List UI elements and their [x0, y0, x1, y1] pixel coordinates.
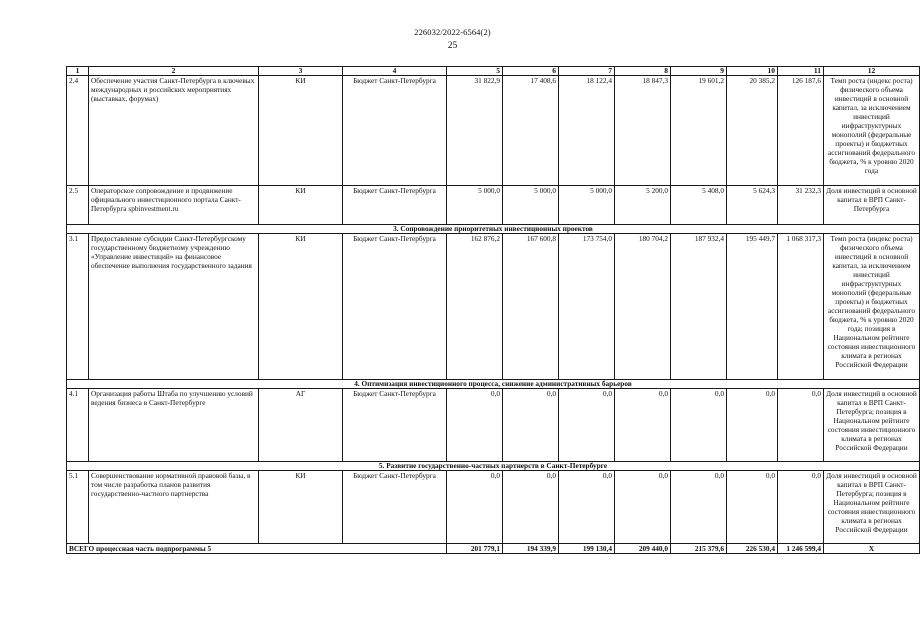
table-row	[67, 471, 920, 544]
row-name: Обеспечение участия Санкт-Петербурга в ключевых международных и российских мероприятиях (выставках, форумах)	[89, 76, 259, 186]
row-value: 5 624,3	[727, 186, 778, 225]
row-value: 195 449,7	[727, 234, 778, 380]
column-header: 10	[727, 67, 778, 76]
total-value: 201 779,1	[447, 544, 503, 554]
row-executor: КИ	[259, 471, 343, 544]
section-title: 5. Развитие государственно-частных партнерств в Санкт-Петербурге	[67, 462, 920, 471]
row-value: 5 408,0	[671, 186, 727, 225]
row-executor: КИ	[259, 234, 343, 380]
row-indicator: Темп роста (индекс роста) физического объема инвестиций в основной капитал, за исключением инвестиций инфраструктурных монополий (федеральные проекты) и бюджетных ассигнований федерального бюджета, % к уровню 2020 года; позиция в Национальном рейтинге состояния инвестиционного климата в регионах Российской Федерации	[824, 234, 920, 380]
row-source: Бюджет Санкт-Петербурга	[343, 389, 447, 462]
row-value: 187 932,4	[671, 234, 727, 380]
row-indicator: Доля инвестиций в основной капитал в ВРП Санкт-Петербурга	[824, 186, 920, 225]
row-value: 0,0	[671, 389, 727, 462]
total-row	[67, 544, 920, 554]
column-header: 1	[67, 67, 89, 76]
row-value: 0,0	[727, 389, 778, 462]
total-value: 199 130,4	[559, 544, 615, 554]
row-value: 5 000,0	[503, 186, 559, 225]
row-value: 0,0	[559, 471, 615, 544]
column-header: 9	[671, 67, 727, 76]
row-value: 5 200,0	[615, 186, 671, 225]
column-header: 3	[259, 67, 343, 76]
row-executor: КИ	[259, 76, 343, 186]
column-header: 12	[824, 67, 920, 76]
row-value: 1 068 317,3	[778, 234, 824, 380]
row-value: 20 385,2	[727, 76, 778, 186]
section-title: 3. Сопровождение приоритетных инвестиционных проектов	[67, 225, 920, 234]
row-value: 0,0	[447, 389, 503, 462]
total-value: 209 440,0	[615, 544, 671, 554]
row-value: 0,0	[778, 471, 824, 544]
row-indicator: Доля инвестиций в основной капитал в ВРП Санкт-Петербурга; позиция в Национальном рейтинге состояния инвестиционного климата в регионах Российской Федерации	[824, 471, 920, 544]
table-row	[67, 234, 920, 380]
total-value: 215 379,6	[671, 544, 727, 554]
row-value: 5 000,0	[559, 186, 615, 225]
row-value: 173 754,0	[559, 234, 615, 380]
row-executor: КИ	[259, 186, 343, 225]
row-value: 0,0	[671, 471, 727, 544]
row-value: 18 847,3	[615, 76, 671, 186]
row-value: 0,0	[503, 471, 559, 544]
column-header: 5	[447, 67, 503, 76]
row-source: Бюджет Санкт-Петербурга	[343, 471, 447, 544]
row-number: 4.1	[67, 389, 89, 462]
total-label: ВСЕГО процессная часть подпрограммы 5	[67, 544, 447, 554]
column-header: 7	[559, 67, 615, 76]
table-row	[67, 186, 920, 225]
table-row	[67, 389, 920, 462]
row-source: Бюджет Санкт-Петербурга	[343, 186, 447, 225]
table-row	[67, 76, 920, 186]
row-value: 18 122,4	[559, 76, 615, 186]
row-value: 31 232,3	[778, 186, 824, 225]
document-number: 226032/2022-6564(2)	[414, 27, 491, 37]
column-header: 6	[503, 67, 559, 76]
row-number: 3.1	[67, 234, 89, 380]
column-header: 11	[778, 67, 824, 76]
row-value: 167 600,8	[503, 234, 559, 380]
section-title: 4. Оптимизация инвестиционного процесса, снижение административных барьеров	[67, 380, 920, 389]
row-number: 5.1	[67, 471, 89, 544]
row-name: Предоставление субсидии Санкт-Петербургскому государственному бюджетному учреждению «Управление инвестиций» на финансовое обеспечение выполнения государственного задания	[89, 234, 259, 380]
column-header: 8	[615, 67, 671, 76]
row-value: 180 704,2	[615, 234, 671, 380]
row-source: Бюджет Санкт-Петербурга	[343, 234, 447, 380]
row-value: 0,0	[503, 389, 559, 462]
row-number: 2.4	[67, 76, 89, 186]
row-source: Бюджет Санкт-Петербурга	[343, 76, 447, 186]
row-name: Операторское сопровождение и продвижение официального инвестиционного портала Санкт-Петербурга spbinvestment.ru	[89, 186, 259, 225]
row-value: 0,0	[778, 389, 824, 462]
section-header-row	[67, 380, 920, 389]
column-header: 2	[89, 67, 259, 76]
row-value: 5 000,0	[447, 186, 503, 225]
column-header: 4	[343, 67, 447, 76]
column-header-row	[67, 67, 920, 76]
page-number: 25	[447, 41, 458, 51]
row-indicator: Темп роста (индекс роста) физического объема инвестиций в основной капитал, за исключением инвестиций инфраструктурных монополий (федеральные проекты) и бюджетных ассигнований федерального бюджета, % к уровню 2020 года	[824, 76, 920, 186]
total-value: 1 246 599,4	[778, 544, 824, 554]
row-number: 2.5	[67, 186, 89, 225]
total-indicator: X	[824, 544, 920, 554]
row-executor: АГ	[259, 389, 343, 462]
row-name: Организация работы Штаба по улучшению условий ведения бизнеса в Санкт-Петербурге	[89, 389, 259, 462]
row-value: 17 408,6	[503, 76, 559, 186]
section-header-row	[67, 462, 920, 471]
section-header-row	[67, 225, 920, 234]
row-value: 0,0	[559, 389, 615, 462]
row-value: 19 601,2	[671, 76, 727, 186]
total-value: 226 530,4	[727, 544, 778, 554]
row-value: 0,0	[615, 471, 671, 544]
row-name: Совершенствование нормативной правовой базы, в том числе разработка планов развития государственно-частного партнерства	[89, 471, 259, 544]
row-value: 0,0	[727, 471, 778, 544]
program-table	[66, 66, 920, 554]
row-value: 162 876,2	[447, 234, 503, 380]
row-value: 126 187,6	[778, 76, 824, 186]
total-value: 194 339,9	[503, 544, 559, 554]
row-value: 31 822,9	[447, 76, 503, 186]
row-value: 0,0	[447, 471, 503, 544]
row-value: 0,0	[615, 389, 671, 462]
row-indicator: Доля инвестиций в основной капитал в ВРП Санкт-Петербурга; позиция в Национальном рейтинге состояния инвестиционного климата в регионах Российской Федерации	[824, 389, 920, 462]
